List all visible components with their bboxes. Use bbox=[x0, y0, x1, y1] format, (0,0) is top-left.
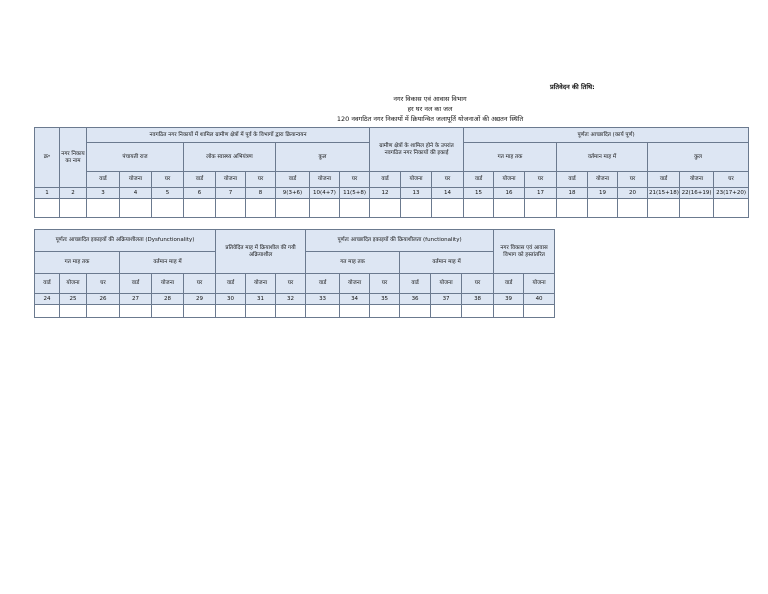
data-cell[interactable] bbox=[184, 305, 216, 318]
column-number: 16 bbox=[494, 188, 525, 199]
data-cell[interactable] bbox=[35, 199, 60, 218]
data-cell[interactable] bbox=[340, 199, 370, 218]
leaf-header: योजना bbox=[524, 274, 555, 294]
serial-number-header: क्र॰ bbox=[35, 128, 60, 188]
previous-month-header: गत माह तक bbox=[464, 143, 557, 172]
data-cell[interactable] bbox=[310, 199, 340, 218]
data-cell[interactable] bbox=[152, 305, 184, 318]
post-merger-unit-header: ग्रामीण क्षेत्रों के शामिल होने के उपरांत नवगठित नगर निकायों की इकाई bbox=[370, 128, 464, 172]
panchayati-raj-header: पंचायती राज bbox=[87, 143, 184, 172]
leaf-header: घर bbox=[432, 172, 464, 188]
data-cell[interactable] bbox=[276, 199, 310, 218]
data-cell[interactable] bbox=[714, 199, 749, 218]
data-cell[interactable] bbox=[524, 305, 555, 318]
leaf-header: घर bbox=[370, 274, 400, 294]
previous-month-header: गत माह तक bbox=[306, 252, 400, 274]
column-number: 33 bbox=[306, 294, 340, 305]
column-number: 7 bbox=[216, 188, 246, 199]
column-number: 3 bbox=[87, 188, 120, 199]
data-cell[interactable] bbox=[276, 305, 306, 318]
leaf-header: घर bbox=[525, 172, 557, 188]
functionality-header: पूर्णतः आच्छादित इकाइयों की क्रियाशीलता (functionality) bbox=[306, 230, 494, 252]
column-number: 24 bbox=[35, 294, 60, 305]
column-number: 9(3+6) bbox=[276, 188, 310, 199]
leaf-header: घर bbox=[246, 172, 276, 188]
column-number: 37 bbox=[431, 294, 462, 305]
column-number: 38 bbox=[462, 294, 494, 305]
column-number: 2 bbox=[60, 188, 87, 199]
leaf-header: वार्ड bbox=[184, 172, 216, 188]
data-cell[interactable] bbox=[246, 199, 276, 218]
data-cell[interactable] bbox=[525, 199, 557, 218]
leaf-header: वार्ड bbox=[400, 274, 431, 294]
leaf-header: घर bbox=[276, 274, 306, 294]
leaf-header: वार्ड bbox=[276, 172, 310, 188]
data-cell[interactable] bbox=[431, 305, 462, 318]
column-number: 36 bbox=[400, 294, 431, 305]
leaf-header: वार्ड bbox=[370, 172, 401, 188]
data-cell[interactable] bbox=[400, 305, 431, 318]
data-cell[interactable] bbox=[306, 305, 340, 318]
data-cell[interactable] bbox=[340, 305, 370, 318]
column-number: 25 bbox=[60, 294, 87, 305]
leaf-header: घर bbox=[618, 172, 648, 188]
data-cell[interactable] bbox=[680, 199, 714, 218]
leaf-header: योजना bbox=[60, 274, 87, 294]
report-title: 120 नवगठित नगर निकायों में क्रियान्वित जलापूर्ति योजनाओं की अद्यतन स्थिति bbox=[336, 115, 524, 123]
leaf-header: योजना bbox=[494, 172, 525, 188]
leaf-header: योजना bbox=[401, 172, 432, 188]
column-number: 5 bbox=[152, 188, 184, 199]
leaf-header: योजना bbox=[310, 172, 340, 188]
leaf-header: घर bbox=[152, 172, 184, 188]
table-row bbox=[35, 199, 749, 218]
phed-header: लोक स्वास्थ्य अभियंत्रण bbox=[184, 143, 276, 172]
grand-total-header: कुल bbox=[648, 143, 749, 172]
column-number: 21(15+18) bbox=[648, 188, 680, 199]
leaf-header: वार्ड bbox=[306, 274, 340, 294]
column-number: 17 bbox=[525, 188, 557, 199]
data-cell[interactable] bbox=[184, 199, 216, 218]
column-number: 27 bbox=[120, 294, 152, 305]
current-month-header: वर्तमान माह में bbox=[400, 252, 494, 274]
current-month-header: वर्तमान माह में bbox=[120, 252, 216, 274]
column-number: 22(16+19) bbox=[680, 188, 714, 199]
column-number: 32 bbox=[276, 294, 306, 305]
data-cell[interactable] bbox=[60, 199, 87, 218]
data-cell[interactable] bbox=[494, 305, 524, 318]
column-number: 11(5+8) bbox=[340, 188, 370, 199]
data-cell[interactable] bbox=[35, 305, 60, 318]
leaf-header: घर bbox=[714, 172, 749, 188]
leaf-header: योजना bbox=[216, 172, 246, 188]
leaf-header: वार्ड bbox=[120, 274, 152, 294]
leaf-header: योजना bbox=[588, 172, 618, 188]
current-month-header: वर्तमान माह में bbox=[557, 143, 648, 172]
document-titles bbox=[230, 94, 630, 124]
column-number: 20 bbox=[618, 188, 648, 199]
leaf-header: घर bbox=[184, 274, 216, 294]
column-number: 39 bbox=[494, 294, 524, 305]
column-number: 12 bbox=[370, 188, 401, 199]
data-cell[interactable] bbox=[401, 199, 432, 218]
leaf-header: वार्ड bbox=[87, 172, 120, 188]
data-cell[interactable] bbox=[120, 305, 152, 318]
column-number: 10(4+7) bbox=[310, 188, 340, 199]
data-cell[interactable] bbox=[494, 199, 525, 218]
table-row bbox=[35, 305, 555, 318]
data-cell[interactable] bbox=[464, 199, 494, 218]
data-cell[interactable] bbox=[588, 199, 618, 218]
data-cell[interactable] bbox=[246, 305, 276, 318]
column-number: 28 bbox=[152, 294, 184, 305]
column-number: 6 bbox=[184, 188, 216, 199]
column-number: 29 bbox=[184, 294, 216, 305]
column-number: 15 bbox=[464, 188, 494, 199]
data-cell[interactable] bbox=[557, 199, 588, 218]
leaf-header: घर bbox=[87, 274, 120, 294]
column-number: 14 bbox=[432, 188, 464, 199]
data-cell[interactable] bbox=[87, 305, 120, 318]
leaf-header: योजना bbox=[431, 274, 462, 294]
reporting-month-functional-header: प्रतिवेदित माह में क्रियाशील की गयी अक्रियाशील bbox=[216, 230, 306, 274]
column-number: 31 bbox=[246, 294, 276, 305]
leaf-header: वार्ड bbox=[494, 274, 524, 294]
column-number: 23(17+20) bbox=[714, 188, 749, 199]
column-number: 1 bbox=[35, 188, 60, 199]
leaf-header: योजना bbox=[152, 274, 184, 294]
leaf-header: वार्ड bbox=[35, 274, 60, 294]
leaf-header: वार्ड bbox=[464, 172, 494, 188]
column-number: 30 bbox=[216, 294, 246, 305]
leaf-header: योजना bbox=[246, 274, 276, 294]
data-cell[interactable] bbox=[87, 199, 120, 218]
data-cell[interactable] bbox=[216, 305, 246, 318]
data-cell[interactable] bbox=[648, 199, 680, 218]
data-cell[interactable] bbox=[216, 199, 246, 218]
total-header: कुल bbox=[276, 143, 370, 172]
leaf-header: वार्ड bbox=[557, 172, 588, 188]
column-number: 35 bbox=[370, 294, 400, 305]
department-title: नगर विकास एवं आवास विभाग bbox=[393, 95, 467, 103]
data-cell[interactable] bbox=[462, 305, 494, 318]
previous-month-header: गत माह तक bbox=[35, 252, 120, 274]
data-cell[interactable] bbox=[152, 199, 184, 218]
urban-body-name-header: नगर निकाय का नाम bbox=[60, 128, 87, 188]
leaf-header: वार्ड bbox=[648, 172, 680, 188]
leaf-header: घर bbox=[340, 172, 370, 188]
leaf-header: वार्ड bbox=[216, 274, 246, 294]
column-number: 19 bbox=[588, 188, 618, 199]
column-number: 4 bbox=[120, 188, 152, 199]
column-number: 13 bbox=[401, 188, 432, 199]
leaf-header: योजना bbox=[680, 172, 714, 188]
column-number: 40 bbox=[524, 294, 555, 305]
status-table-2 bbox=[34, 229, 555, 318]
column-number: 34 bbox=[340, 294, 370, 305]
data-cell[interactable] bbox=[370, 199, 401, 218]
dysfunctionality-header: पूर्णतः आच्छादित इकाइयों की अक्रियाशीलता (Dysfunctionality) bbox=[35, 230, 216, 252]
column-number: 18 bbox=[557, 188, 588, 199]
column-number: 8 bbox=[246, 188, 276, 199]
data-cell[interactable] bbox=[370, 305, 400, 318]
scheme-title: हर घर नल का जल bbox=[407, 105, 453, 113]
leaf-header: योजना bbox=[120, 172, 152, 188]
handed-over-header: नगर विकास एवं आवास विभाग को हस्तांतरित bbox=[494, 230, 555, 274]
data-cell[interactable] bbox=[618, 199, 648, 218]
data-cell[interactable] bbox=[120, 199, 152, 218]
leaf-header: योजना bbox=[340, 274, 370, 294]
fully-covered-header: पूर्णतः आच्छादित (कार्य पूर्ण) bbox=[464, 128, 749, 143]
data-cell[interactable] bbox=[432, 199, 464, 218]
leaf-header: घर bbox=[462, 274, 494, 294]
column-number: 26 bbox=[87, 294, 120, 305]
rural-implementation-header: नवगठित नगर निकायों में शामिल ग्रामीण क्षेत्रों में पूर्व के विभागों द्वारा क्रियान्वयन bbox=[87, 128, 370, 143]
status-table-1 bbox=[34, 127, 749, 218]
report-date-label: प्रतिवेदन की तिथि: bbox=[550, 83, 595, 91]
data-cell[interactable] bbox=[60, 305, 87, 318]
